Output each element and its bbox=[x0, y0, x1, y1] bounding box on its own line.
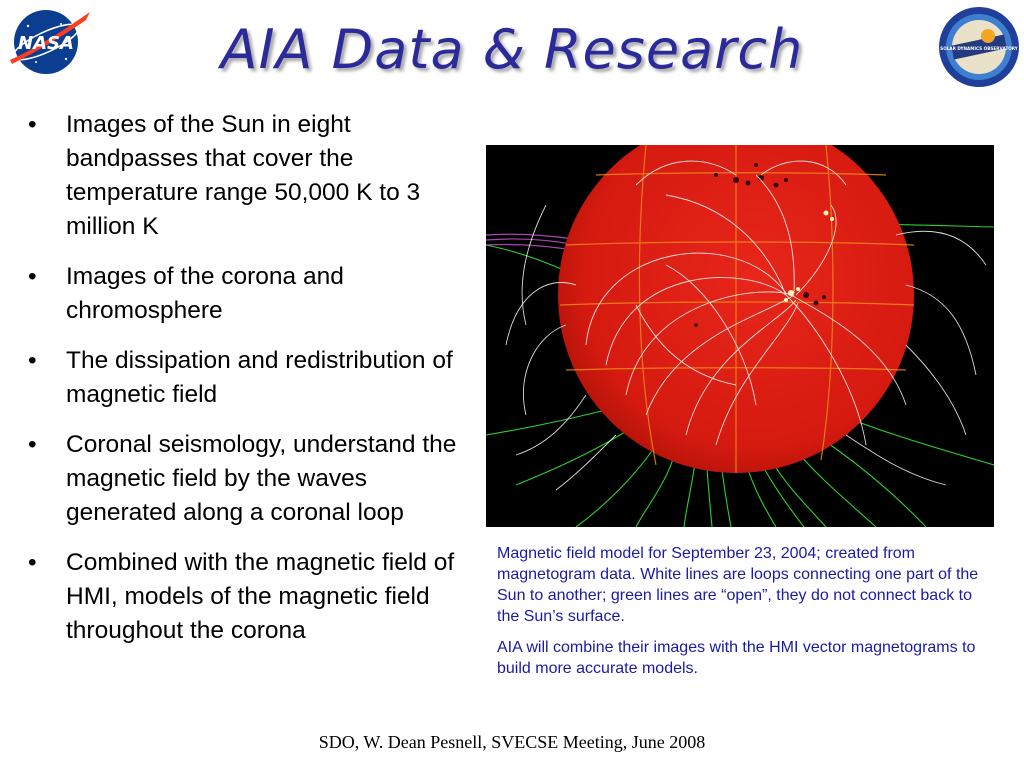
nasa-logo-text: NASA bbox=[18, 33, 74, 54]
caption-paragraph: AIA will combine their images with the HMI vector magnetograms to build more accurate models. bbox=[497, 639, 976, 677]
bullet-list bbox=[28, 108, 458, 664]
figure-caption bbox=[497, 543, 987, 689]
sdo-logo-text: SOLAR DYNAMICS OBSERVATORY bbox=[940, 46, 1018, 51]
bullet-item: • The dissipation and redistribution of magnetic field bbox=[28, 344, 458, 412]
slide-footer: SDO, W. Dean Pesnell, SVECSE Meeting, June 2008 bbox=[318, 732, 706, 752]
bullet-item: • Images of the corona and chromosphere bbox=[28, 260, 458, 328]
bullet-item: • Combined with the magnetic field of HMI, models of the magnetic field throughout the corona bbox=[28, 546, 458, 648]
bullet-item: • Coronal seismology, understand the magnetic field by the waves generated along a coronal loop bbox=[28, 428, 458, 530]
slide-title: AIA Data & Research bbox=[220, 18, 804, 81]
caption-paragraph: Magnetic field model for September 23, 2004; created from magnetogram data. White lines are loops connecting one part of the Sun to another; green lines are “open”, they do not connect back to the Sun’s surface. bbox=[497, 545, 979, 625]
magnetic-field-model-image bbox=[486, 145, 994, 527]
bullet-item: • Images of the Sun in eight bandpasses that cover the temperature range 50,000 K to 3 million K bbox=[28, 108, 458, 244]
